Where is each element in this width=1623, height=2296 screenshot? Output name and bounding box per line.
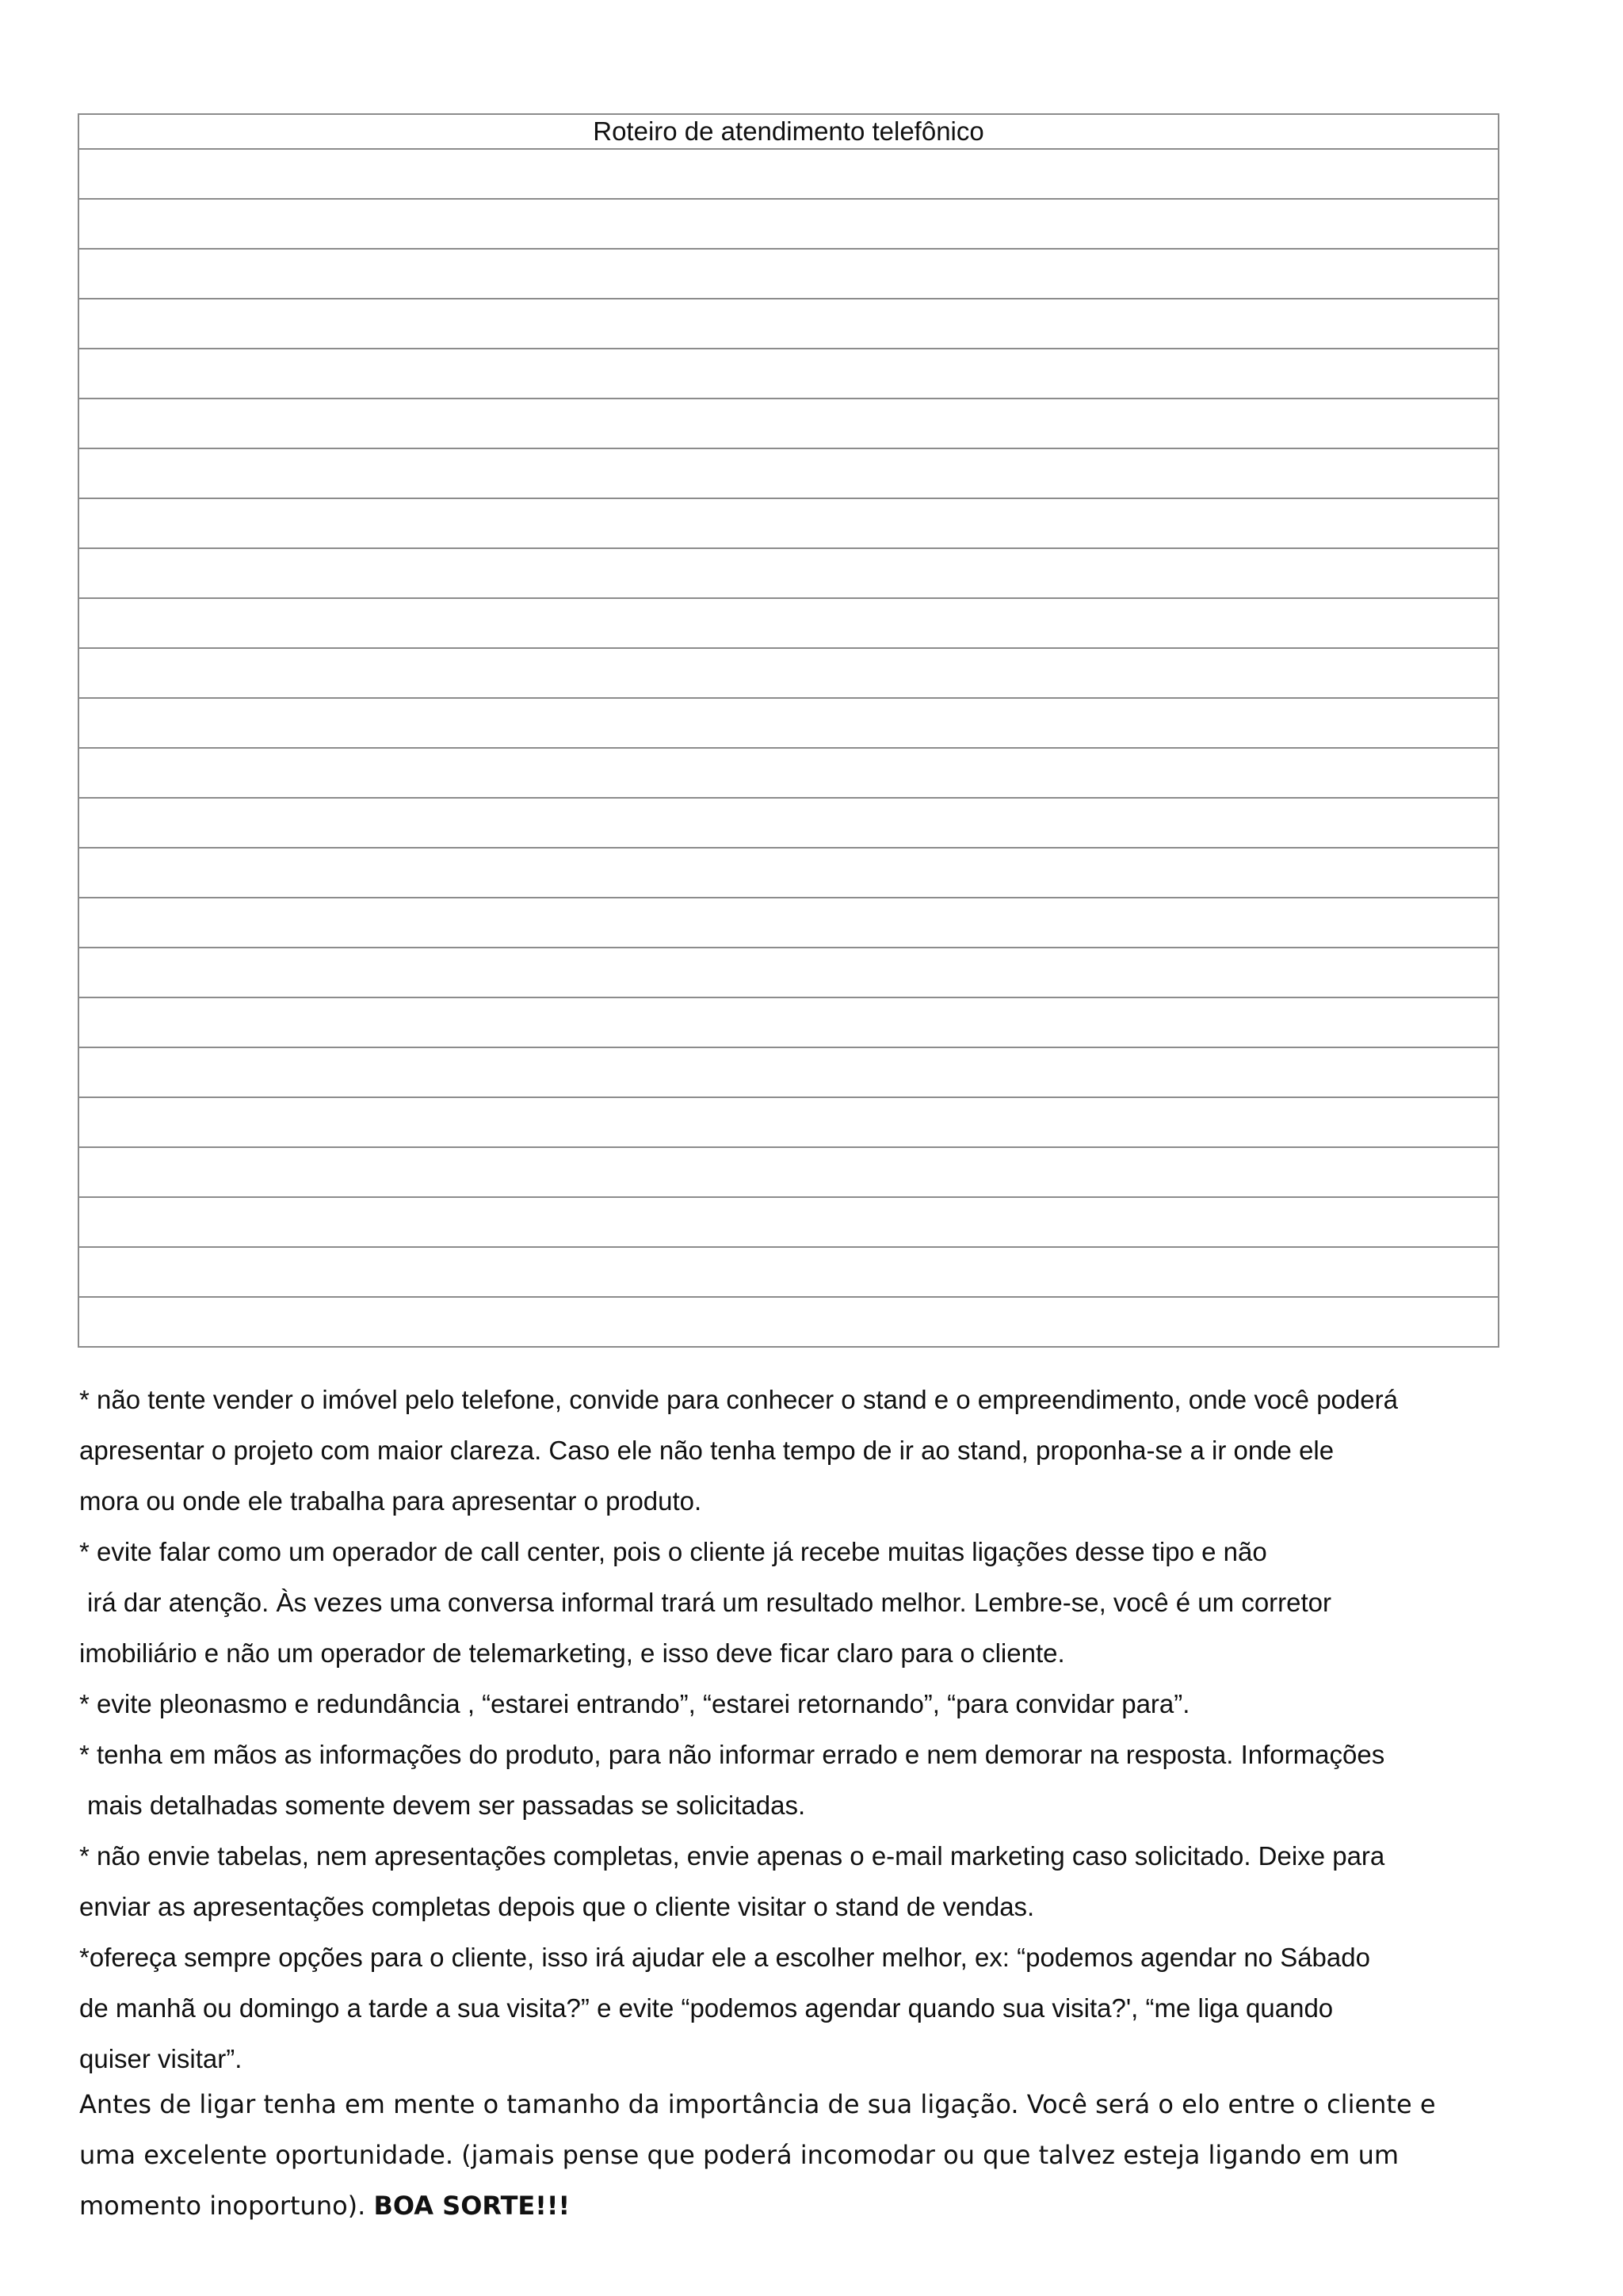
guideline-line: quiser visitar”. (79, 2044, 242, 2073)
blank-writing-row (78, 698, 1499, 748)
blank-writing-row (78, 598, 1499, 648)
blank-writing-row (78, 249, 1499, 299)
blank-writing-cell (78, 1047, 1499, 1097)
blank-writing-cell (78, 948, 1499, 997)
blank-writing-cell (78, 898, 1499, 948)
guideline-line: * evite pleonasmo e redundância , “estarei entrando”, “estarei retornando”, “para convidar para”. (79, 1689, 1190, 1718)
blank-writing-cell (78, 299, 1499, 349)
blank-writing-row (78, 1297, 1499, 1347)
blank-writing-row (78, 648, 1499, 698)
blank-writing-row (78, 748, 1499, 798)
blank-writing-cell (78, 1097, 1499, 1147)
guideline-line: imobiliário e não um operador de telemarketing, e isso deve ficar claro para o cliente. (79, 1638, 1065, 1668)
guideline-line: * tenha em mãos as informações do produto, para não informar errado e nem demorar na resposta. Informações (79, 1740, 1385, 1769)
guideline-line: irá dar atenção. Às vezes uma conversa informal trará um resultado melhor. Lembre-se, você é um corretor (87, 1588, 1332, 1617)
blank-writing-row (78, 798, 1499, 848)
blank-writing-cell (78, 748, 1499, 798)
blank-writing-row (78, 199, 1499, 249)
blank-writing-row (78, 349, 1499, 399)
table-title-row (78, 114, 1499, 149)
guideline-line: * não tente vender o imóvel pelo telefone, convide para conhecer o stand e o empreendimento, onde você poderá (79, 1385, 1398, 1414)
blank-writing-row (78, 149, 1499, 199)
blank-writing-cell (78, 149, 1499, 199)
guideline-line: *ofereça sempre opções para o cliente, isso irá ajudar ele a escolher melhor, ex: “podemos agendar no Sábado (79, 1943, 1370, 1972)
blank-writing-cell (78, 548, 1499, 598)
blank-writing-row (78, 548, 1499, 598)
blank-writing-cell (78, 1197, 1499, 1247)
closing-line: uma excelente oportunidade. (jamais pense que poderá incomodar ou que talvez esteja ligando em um (79, 2140, 1400, 2170)
blank-writing-cell (78, 1297, 1499, 1347)
blank-writing-cell (78, 199, 1499, 249)
guideline-line: mais detalhadas somente devem ser passadas se solicitadas. (87, 1791, 806, 1820)
blank-writing-cell (78, 648, 1499, 698)
blank-writing-cell (78, 798, 1499, 848)
blank-writing-row (78, 898, 1499, 948)
blank-writing-cell (78, 848, 1499, 898)
closing-line: Antes de ligar tenha em mente o tamanho da importância de sua ligação. Você será o elo entre o cliente e (79, 2089, 1436, 2119)
blank-writing-row (78, 399, 1499, 448)
blank-writing-cell (78, 349, 1499, 399)
blank-writing-row (78, 1097, 1499, 1147)
blank-writing-row (78, 498, 1499, 548)
blank-writing-row (78, 448, 1499, 498)
guidelines-list (79, 1375, 1522, 2084)
blank-writing-row (78, 997, 1499, 1047)
closing-line (79, 2180, 1522, 2231)
closing-paragraph (79, 2079, 1522, 2231)
blank-writing-cell (78, 249, 1499, 299)
blank-writing-cell (78, 1247, 1499, 1297)
blank-writing-row (78, 848, 1499, 898)
blank-writing-row (78, 948, 1499, 997)
blank-writing-cell (78, 399, 1499, 448)
blank-writing-row (78, 299, 1499, 349)
blank-writing-row (78, 1147, 1499, 1197)
good-luck-text: BOA SORTE!!! (373, 2191, 571, 2221)
blank-writing-cell (78, 498, 1499, 548)
guideline-line: * evite falar como um operador de call center, pois o cliente já recebe muitas ligações desse tipo e não (79, 1537, 1267, 1566)
blank-writing-row (78, 1197, 1499, 1247)
guideline-line: apresentar o projeto com maior clareza. Caso ele não tenha tempo de ir ao stand, proponha-se a ir onde ele (79, 1436, 1335, 1465)
guideline-line: mora ou onde ele trabalha para apresentar o produto. (79, 1486, 702, 1516)
blank-writing-cell (78, 997, 1499, 1047)
blank-writing-cell (78, 598, 1499, 648)
blank-writing-row (78, 1047, 1499, 1097)
blank-writing-row (78, 1247, 1499, 1297)
call-script-table (78, 113, 1499, 1348)
guideline-line: de manhã ou domingo a tarde a sua visita?” e evite “podemos agendar quando sua visita?', “me liga quando (79, 1993, 1334, 2023)
table-title: Roteiro de atendimento telefônico (78, 114, 1499, 149)
closing-text: momento inoportuno). (79, 2191, 366, 2221)
blank-writing-cell (78, 1147, 1499, 1197)
guideline-line: * não envie tabelas, nem apresentações completas, envie apenas o e-mail marketing caso solicitado. Deixe para (79, 1841, 1385, 1871)
blank-writing-cell (78, 448, 1499, 498)
blank-writing-cell (78, 698, 1499, 748)
guideline-line: enviar as apresentações completas depois que o cliente visitar o stand de vendas. (79, 1892, 1035, 1921)
